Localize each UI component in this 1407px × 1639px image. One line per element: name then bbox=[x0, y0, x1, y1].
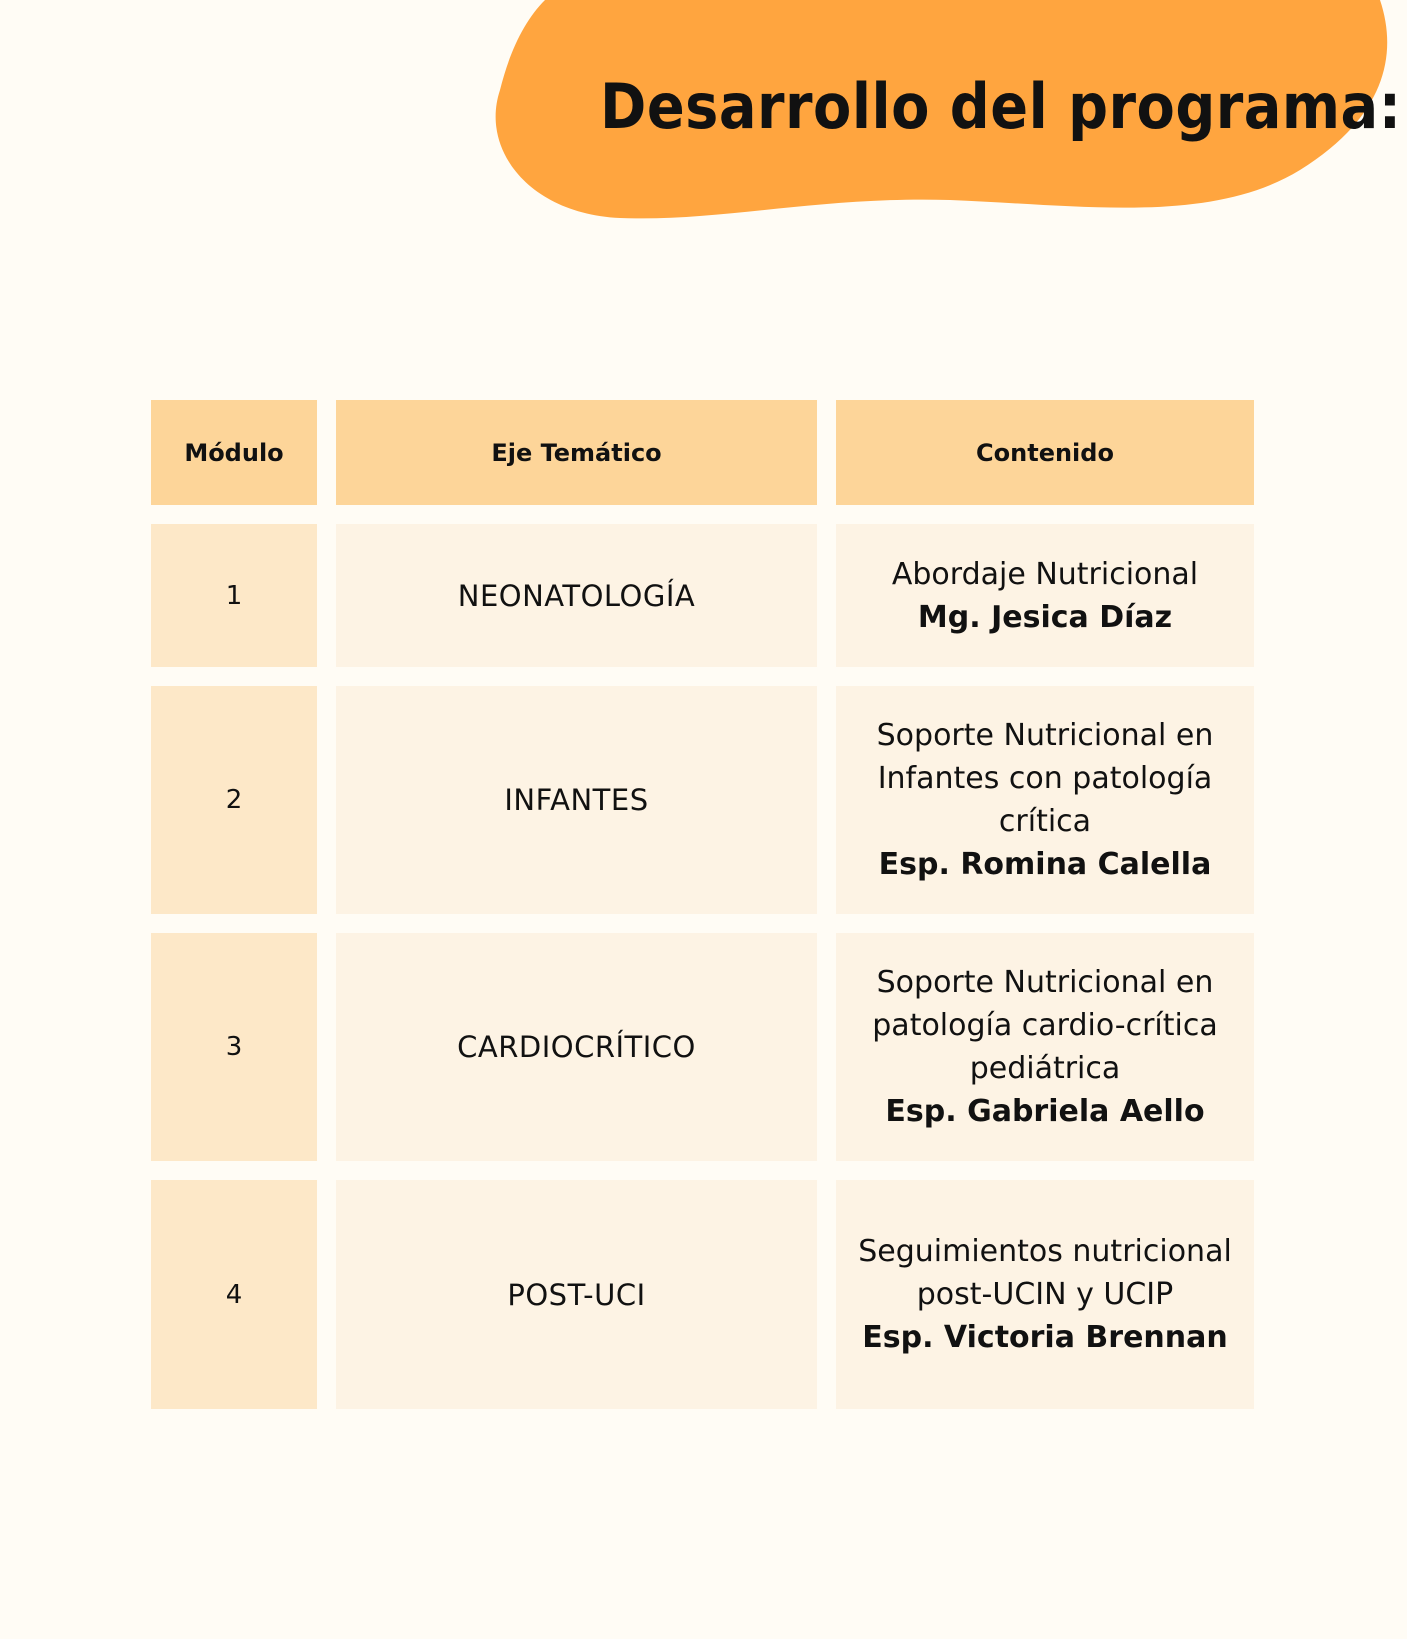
module-number-4: 4 bbox=[151, 1180, 317, 1409]
axis-cell-4: POST-UCI bbox=[336, 1180, 817, 1409]
module-number-3: 3 bbox=[151, 933, 317, 1161]
content-cell-4 bbox=[836, 1180, 1254, 1409]
content-speaker-2: Esp. Romina Calella bbox=[878, 847, 1212, 882]
module-number-2: 2 bbox=[151, 686, 317, 914]
axis-cell-3: CARDIOCRÍTICO bbox=[336, 933, 817, 1161]
content-speaker-1: Mg. Jesica Díaz bbox=[917, 599, 1173, 635]
content-topic-3: Soporte Nutricional en patología cardio-crítica pediátrica bbox=[872, 965, 1218, 1086]
content-speaker-4: Esp. Victoria Brennan bbox=[862, 1320, 1228, 1355]
module-number-1: 1 bbox=[151, 524, 317, 667]
content-topic-2: Soporte Nutricional en Infantes con patología crítica bbox=[876, 718, 1214, 839]
content-cell-3 bbox=[836, 933, 1254, 1161]
content-speaker-3: Esp. Gabriela Aello bbox=[885, 1094, 1205, 1129]
header-modulo: Módulo bbox=[151, 400, 317, 505]
page-title: Desarrollo del programa: bbox=[600, 70, 1402, 143]
header-eje-tematico: Eje Temático bbox=[336, 400, 817, 505]
content-topic-4: Seguimientos nutricional post-UCIN y UCIP bbox=[858, 1234, 1232, 1312]
axis-cell-1: NEONATOLOGÍA bbox=[336, 524, 817, 667]
content-cell-1 bbox=[836, 524, 1254, 667]
axis-cell-2: INFANTES bbox=[336, 686, 817, 914]
content-cell-2 bbox=[836, 686, 1254, 914]
content-topic-1: Abordaje Nutricional bbox=[891, 556, 1199, 592]
header-contenido: Contenido bbox=[836, 400, 1254, 505]
